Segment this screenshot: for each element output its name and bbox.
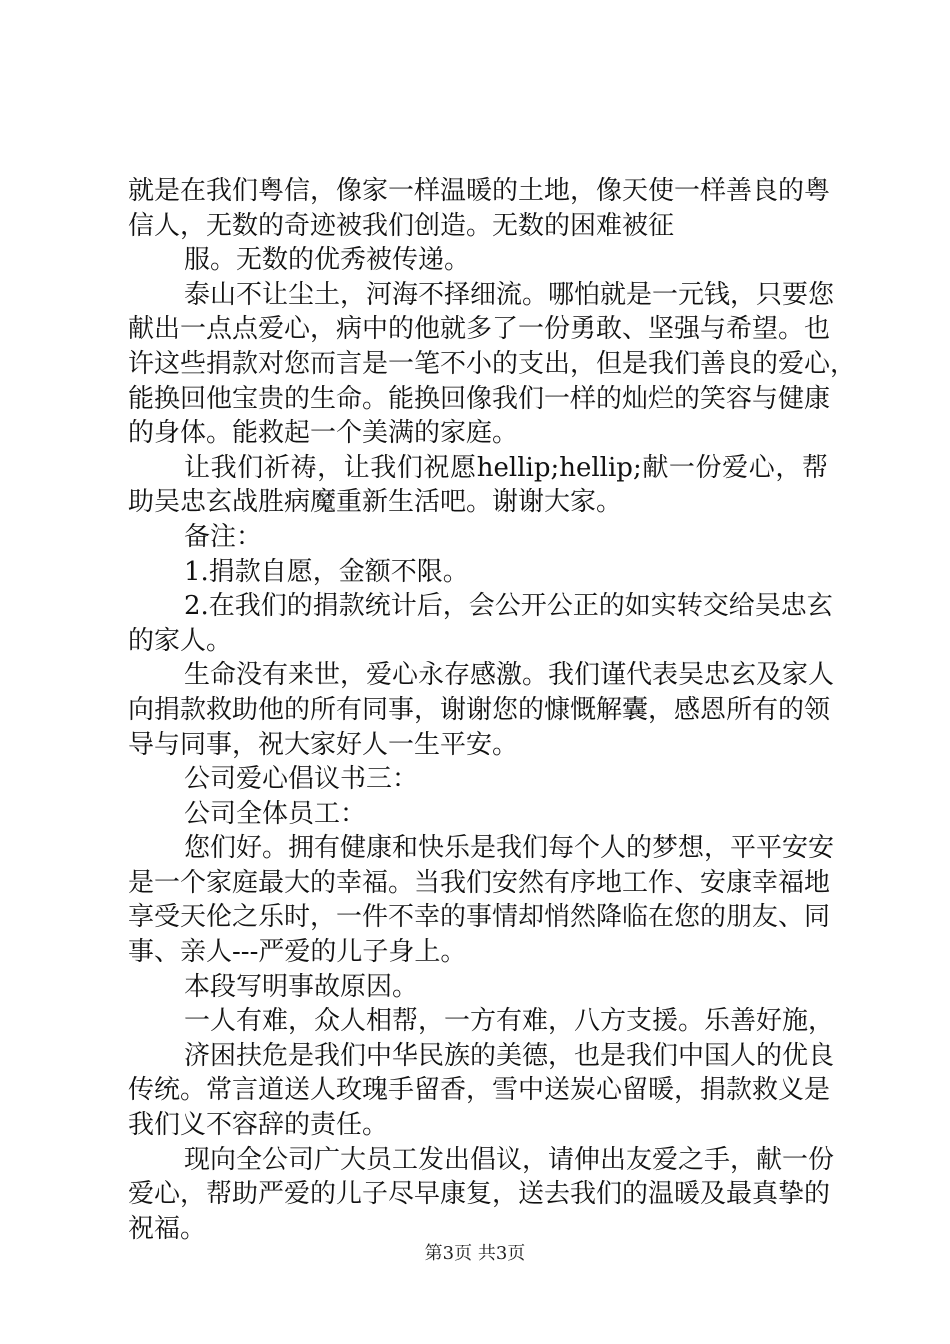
text-line: 我们义不容辞的责任。: [128, 1110, 389, 1141]
text-line: 祝福。: [128, 1213, 207, 1244]
text-line: 让我们祈祷，让我们祝愿hellip;hellip;献一份爱心，帮: [184, 452, 828, 483]
text-line: 是一个家庭最大的幸福。当我们安然有序地工作、安康幸福地: [128, 867, 831, 898]
text-line: 一人有难，众人相帮，一方有难，八方支援。乐善好施，: [184, 1006, 835, 1037]
text-line: 许这些捐款对您而言是一笔不小的支出，但是我们善良的爱心，: [128, 348, 857, 379]
text-line: 2.在我们的捐款统计后，会公开公正的如实转交给吴忠玄: [184, 591, 833, 622]
text-line: 能换回他宝贵的生命。能换回像我们一样的灿烂的笑容与健康: [128, 383, 831, 414]
text-line: 备注：: [184, 521, 263, 552]
text-line: 公司全体员工：: [184, 798, 367, 829]
text-line: 献出一点点爱心，病中的他就多了一份勇敢、坚强与希望。也: [128, 314, 831, 345]
text-line: 导与同事，祝大家好人一生平安。: [128, 729, 519, 760]
text-line: 生命没有来世，爱心永存感激。我们谨代表吴忠玄及家人: [184, 660, 835, 691]
text-line: 的家人。: [128, 625, 233, 656]
text-line: 事、亲人---严爱的儿子身上。: [128, 937, 467, 968]
text-line: 享受天伦之乐时，一件不幸的事情却悄然降临在您的朋友、同: [128, 902, 831, 933]
text-line: 信人，无数的奇迹被我们创造。无数的困难被征: [128, 210, 675, 241]
text-line: 服。无数的优秀被传递。: [184, 245, 471, 276]
text-line: 1.捐款自愿，金额不限。: [184, 556, 469, 587]
text-line: 就是在我们粤信，像家一样温暖的土地，像天使一样善良的粤: [128, 176, 831, 206]
text-line: 公司爱心倡议书三：: [184, 764, 419, 795]
text-line: 的身体。能救起一个美满的家庭。: [128, 418, 519, 449]
text-line: 助吴忠玄战胜病魔重新生活吧。谢谢大家。: [128, 487, 623, 518]
text-line: 您们好。拥有健康和快乐是我们每个人的梦想，平平安安: [184, 833, 835, 864]
text-line: 本段写明事故原因。: [184, 971, 419, 1002]
document-body: [128, 174, 857, 1246]
text-line: 泰山不让尘土，河海不择细流。哪怕就是一元钱，只要您: [184, 279, 835, 310]
text-line: 济困扶危是我们中华民族的美德，也是我们中国人的优良: [184, 1040, 835, 1071]
text-line: 向捐款救助他的所有同事，谢谢您的慷慨解囊，感恩所有的领: [128, 694, 831, 725]
page-footer: 第3页 共3页: [424, 1243, 526, 1264]
text-line: 现向全公司广大员工发出倡议，请伸出友爱之手，献一份: [184, 1144, 835, 1175]
text-line: 爱心，帮助严爱的儿子尽早康复，送去我们的温暖及最真挚的: [128, 1179, 831, 1210]
text-line: 传统。常言道送人玫瑰手留香，雪中送炭心留暖，捐款救义是: [128, 1075, 831, 1106]
